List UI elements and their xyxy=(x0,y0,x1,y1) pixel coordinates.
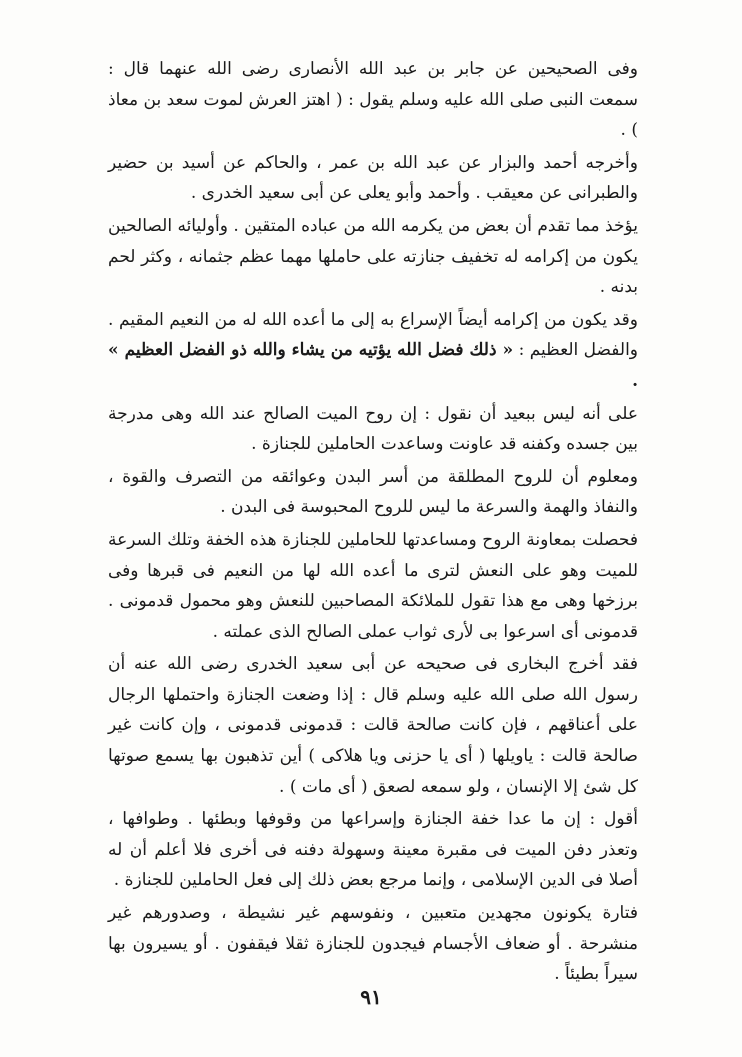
paragraph: فتارة يكونون مجهدين متعبين ، ونفوسهم غير نشيطة ، وصدورهم غير منشرحة . أو ضعاف الأجسام فيجدون للجنازة ثقلا فيقفون . أو يسيرون بها سيراً بطيئاً . xyxy=(108,903,638,985)
paragraph: على أنه ليس ببعيد أن نقول : إن روح الميت الصالح عند الله وهى مدرجة بين جسده وكفنه قد عاونت وساعدت الحاملين للجنازة . xyxy=(108,403,638,455)
quran-quote: « ذلك فضل الله يؤتيه من يشاء والله ذو الفضل العظيم » . xyxy=(108,340,638,391)
paragraph: فحصلت بمعاونة الروح ومساعدتها للحاملين للجنازة هذه الخفة وتلك السرعة للميت وهو على النعش لترى ما أعده الله لها من النعيم فى قبرها وفى برزخها وهى مع هذا تقول للملائكة المصاحبين للنعش وهو محمول قدمونى . قدمونى أى اسرعوا بى لأرى ثواب عملى الصالح الذى عملته . xyxy=(108,529,638,642)
paragraph: وفى الصحيحين عن جابر بن عبد الله الأنصارى رضى الله عنهما قال : سمعت النبى صلى الله عليه وسلم يقول : ( اهتز العرش لموت سعد بن معاذ ) . xyxy=(108,59,638,141)
page-number: ٩١ xyxy=(360,985,382,1009)
paragraph: وأخرجه أحمد والبزار عن عبد الله بن عمر ، والحاكم عن أسيد بن حضير والطبرانى عن معيقب . وأحمد وأبو يعلى عن أبى سعيد الخدرى . xyxy=(108,152,638,204)
body-text xyxy=(108,54,638,990)
paragraph: أقول : إن ما عدا خفة الجنازة وإسراعها من وقوفها وبطئها . وطوافها ، وتعذر دفن الميت فى مقبرة معينة وسهولة دفنه فى أخرى فلا أعلم أن له أصلا فى الدين الإسلامى ، وإنما مرجع بعض ذلك إلى فعل الحاملين للجنازة . xyxy=(108,809,638,891)
paragraph: وقد يكون من إكرامه أيضاً الإسراع به إلى ما أعده الله له من النعيم المقيم . والفضل العظيم : « ذلك فضل الله يؤتيه من يشاء والله ذو الفضل العظيم » . xyxy=(108,309,639,391)
paragraph: يؤخذ مما تقدم أن بعض من يكرمه الله من عباده المتقين . وأوليائه الصالحين يكون من إكرامه له تخفيف جنازته على حاملها مهما عظم جثمانه ، وكثر لحم بدنه . xyxy=(108,215,638,298)
paragraph: فقد أخرج البخارى فى صحيحه عن أبى سعيد الخدرى رضى الله عنه أن رسول الله صلى الله عليه وسلم قال : إذا وضعت الجنازة واحتملها الرجال على أعناقهم ، فإن كانت صالحة قالت : قدمونى قدمونى ، وإن كانت غير صالحة قالت : ياويلها ( أى يا حزنى ويا هلاكى ) أين تذهبون بها يسمع صوتها كل شئ إلا الإنسان ، ولو سمعه لصعق ( أى مات ) . xyxy=(108,654,638,797)
paragraph: ومعلوم أن للروح المطلقة من أسر البدن وعوائقه من التصرف والقوة ، والنفاذ والهمة والسرعة ما ليس للروح المحبوسة فى البدن . xyxy=(108,466,638,518)
